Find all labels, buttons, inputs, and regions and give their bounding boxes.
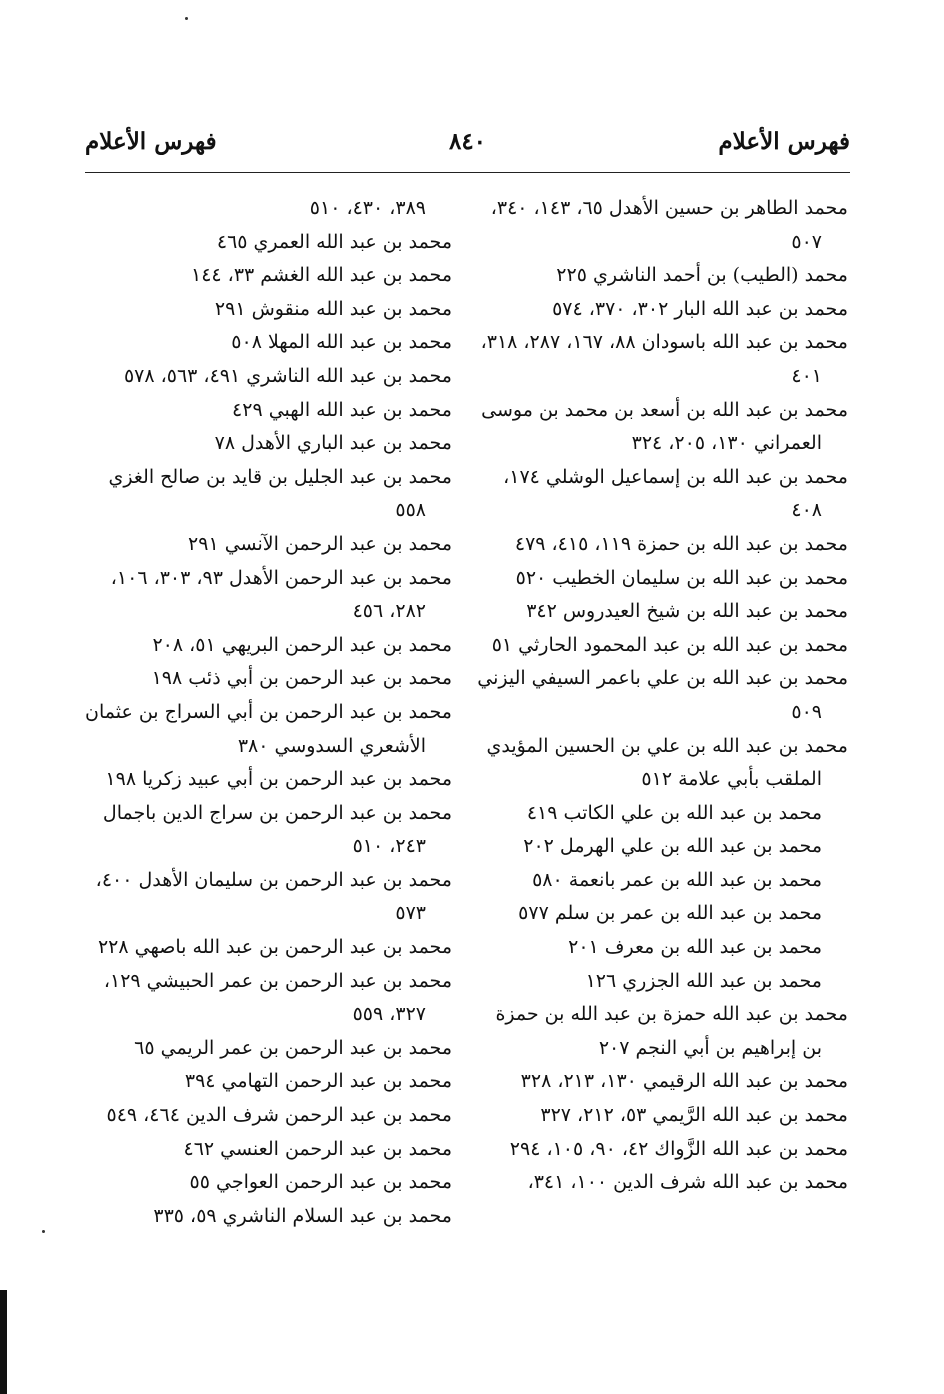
index-entry: محمد بن عبد الرحمن بن أبي عبيد زكريا ١٩٨ bbox=[105, 768, 452, 791]
page-header bbox=[85, 128, 850, 168]
index-column-right bbox=[470, 192, 848, 1200]
scan-edge-shadow bbox=[0, 1290, 7, 1394]
index-entry: محمد بن عبد الله بن معرف ٢٠١ bbox=[568, 936, 822, 959]
index-entry: محمد بن عبد الله شرف الدين ١٠٠، ٣٤١، bbox=[527, 1171, 848, 1194]
index-entry: ٣٨٩، ٤٣٠، ٥١٠ bbox=[309, 197, 426, 219]
index-entry: محمد بن عبد الرحمن بن أبي السراج بن عثمان الأشعري السدوسي ٣٨٠ bbox=[84, 700, 452, 757]
index-entry: محمد بن عبد الله بن عبد المحمود الحارثي ٥١ bbox=[491, 633, 848, 656]
index-entry: محمد بن عبد الرحمن العنسي ٤٦٢ bbox=[183, 1137, 452, 1160]
index-entry: محمد بن عبد الله بن حمزة ١١٩، ٤١٥، ٤٧٩ bbox=[514, 532, 848, 555]
index-entry: محمد بن عبد الله الزَّواك ٤٢، ٩٠، ١٠٥، ٢٩٤ bbox=[509, 1137, 848, 1160]
header-title-right: فهرس الأعلام bbox=[718, 128, 850, 155]
index-entry: محمد الطاهر بن حسين الأهدل ٦٥، ١٤٣، ٣٤٠، ٥٠٧ bbox=[490, 197, 848, 253]
index-entry: محمد بن عبد الرحمن بن عمر الحبيشي ١٢٩، ٣٢٧، ٥٥٩ bbox=[103, 969, 452, 1026]
index-entry: محمد بن عبد الله بن عمر بن سلم ٥٧٧ bbox=[518, 902, 822, 925]
index-entry: محمد بن عبد الرحمن شرف الدين ٤٦٤، ٥٤٩ bbox=[106, 1104, 452, 1127]
index-entry: محمد بن عبد الرحمن البريهي ٥١، ٢٠٨ bbox=[152, 633, 452, 656]
header-title-left: فهرس الأعلام bbox=[85, 128, 217, 155]
index-entry: محمد بن عبد الله بن عمر بانعمة ٥٨٠ bbox=[532, 868, 822, 891]
index-entry: محمد بن عبد الله بن علي الهرمل ٢٠٢ bbox=[523, 835, 822, 858]
index-entry: محمد بن عبد الله منقوش ٢٩١ bbox=[214, 297, 452, 320]
index-entry: محمد بن عبد الرحمن العواجي ٥٥ bbox=[189, 1171, 452, 1194]
index-entry: محمد بن عبد الله الرَّيمي ٥٣، ٢١٢، ٣٢٧ bbox=[540, 1104, 848, 1127]
index-entry: محمد بن عبد الرحمن بن عمر الريمي ٦٥ bbox=[134, 1036, 452, 1059]
index-entry: محمد بن عبد الرحمن بن سليمان الأهدل ٤٠٠، ٥٧٣ bbox=[95, 868, 452, 925]
index-entry: محمد بن عبد السلام الناشري ٥٩، ٣٣٥ bbox=[153, 1204, 452, 1227]
page-number: ٨٤٠ bbox=[448, 128, 487, 155]
index-entry: محمد بن عبد الله بن أسعد بن محمد بن موسى العمراني ١٣٠، ٢٠٥، ٣٢٤ bbox=[481, 398, 848, 455]
index-entry: محمد بن عبد الجليل بن قايد بن صالح الغزي ٥٥٨ bbox=[108, 465, 452, 522]
index-entry: محمد بن عبد الله البار ٣٠٢، ٣٧٠، ٥٧٤ bbox=[552, 297, 848, 320]
index-entry: محمد بن عبد الله باسودان ٨٨، ١٦٧، ٢٨٧، ٣١٨، ٤٠١ bbox=[480, 331, 848, 387]
index-entry: محمد بن عبد الرحمن الأهدل ٩٣، ٣٠٣، ١٠٦، ٢٨٢، ٤٥٦ bbox=[110, 566, 452, 623]
index-entry: محمد بن عبد الرحمن بن عبد الله باصهي ٢٢٨ bbox=[97, 936, 452, 959]
index-entry: محمد بن عبد الرحمن بن سراج الدين باجمال ٢٤٣، ٥١٠ bbox=[102, 801, 452, 858]
index-entry: محمد بن عبد الله بن علي الكاتب ٤١٩ bbox=[526, 801, 822, 824]
index-entry: محمد بن عبد الله الغشم ٣٣، ١٤٤ bbox=[191, 264, 452, 287]
index-column-left bbox=[82, 192, 452, 1233]
index-entry: محمد بن عبد الله الجزري ١٢٦ bbox=[585, 969, 822, 992]
index-entry: محمد بن عبد الله بن شيخ العيدروس ٣٤٢ bbox=[526, 600, 848, 623]
index-entry: محمد بن عبد الله حمزة بن عبد الله بن حمزة بن إبراهيم بن أبي النجم ٢٠٧ bbox=[495, 1003, 848, 1059]
scan-speck bbox=[42, 1230, 45, 1233]
index-entry: محمد بن عبد الله العمري ٤٦٥ bbox=[216, 230, 452, 253]
index-entry: محمد بن عبد الله الهبي ٤٢٩ bbox=[232, 398, 452, 421]
index-entry: محمد بن عبد الله بن علي باعمر السيفي اليزني ٥٠٩ bbox=[477, 667, 848, 723]
index-entry: محمد بن عبد الله بن سليمان الخطيب ٥٢٠ bbox=[515, 566, 848, 589]
index-entry: محمد بن عبد الله بن علي بن الحسين المؤيدي الملقب بأبي علامة ٥١٢ bbox=[486, 734, 848, 791]
index-entry: محمد بن عبد الرحمن بن أبي ذئب ١٩٨ bbox=[151, 667, 452, 690]
index-entry: محمد (الطيب) بن أحمد الناشري ٢٢٥ bbox=[556, 264, 848, 287]
header-rule bbox=[85, 172, 850, 173]
index-entry: محمد بن عبد الله بن إسماعيل الوشلي ١٧٤، ٤٠٨ bbox=[503, 465, 848, 522]
index-entry: محمد بن عبد الرحمن الآنسي ٢٩١ bbox=[188, 532, 452, 555]
index-entry: محمد بن عبد الله المهلا ٥٠٨ bbox=[231, 331, 452, 354]
index-entry: محمد بن عبد الله الرقيمي ١٣٠، ٢١٣، ٣٢٨ bbox=[520, 1070, 848, 1093]
scan-speck bbox=[185, 17, 188, 20]
index-entry: محمد بن عبد الرحمن التهامي ٣٩٤ bbox=[184, 1070, 452, 1093]
index-entry: محمد بن عبد الباري الأهدل ٧٨ bbox=[214, 432, 452, 455]
index-entry: محمد بن عبد الله الناشري ٤٩١، ٥٦٣، ٥٧٨ bbox=[123, 364, 452, 387]
